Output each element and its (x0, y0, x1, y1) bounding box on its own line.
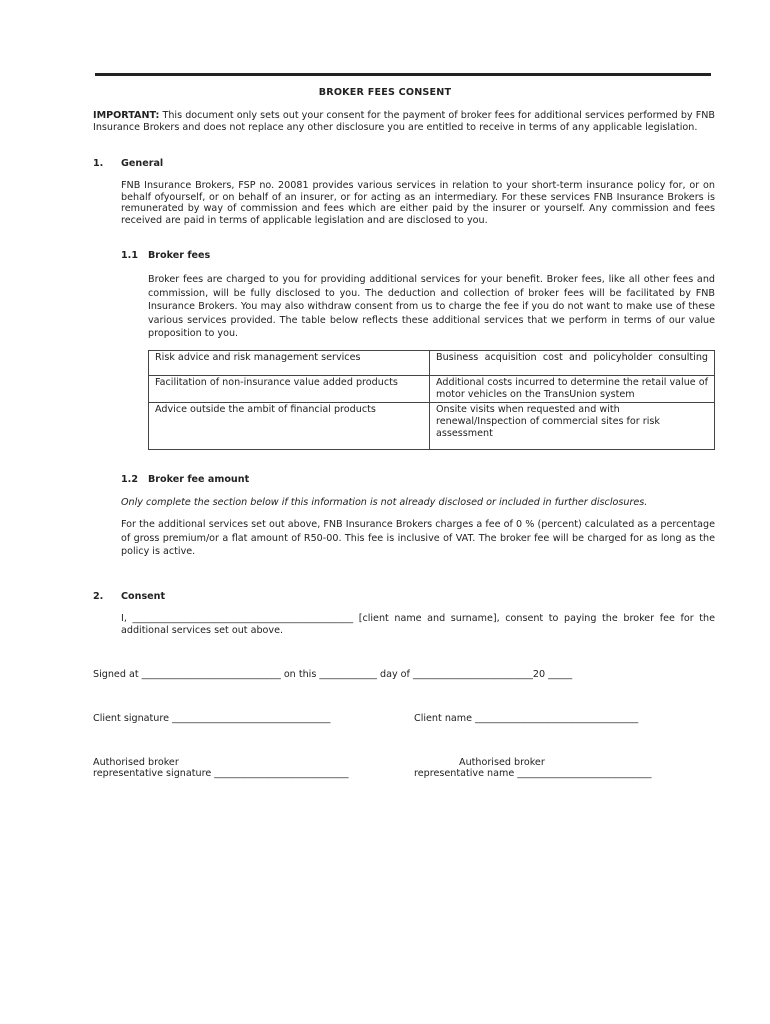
table-cell: Risk advice and risk management services (149, 351, 430, 376)
table-row (149, 376, 715, 403)
client-signature-line[interactable]: Client signature _________________________________ (93, 713, 331, 724)
subsection-1-2-heading: Broker fee amount (148, 474, 250, 485)
table-cell: Business acquisition cost and policyholder consulting (430, 351, 715, 376)
subsection-1-1-heading: Broker fees (148, 250, 211, 261)
table-cell: Facilitation of non-insurance value added products (149, 376, 430, 403)
broker-name-line[interactable]: representative name ____________________________ (414, 768, 652, 779)
signed-at-line[interactable]: Signed at _____________________________ on this ____________ day of _________________________20 _____ (93, 669, 573, 680)
important-notice (93, 110, 715, 133)
subsection-1-2-number: 1.2 (121, 474, 138, 485)
header-rule (95, 73, 711, 76)
section-2-number: 2. (93, 591, 104, 602)
fee-amount-note: Only complete the section below if this information is not already disclosed or included in further disclosures. (121, 497, 648, 508)
table-cell: Additional costs incurred to determine the retail value of motor vehicles on the TransUnion system (430, 376, 715, 403)
broker-signature-label: Authorised broker (93, 757, 179, 768)
document-title: BROKER FEES CONSENT (318, 87, 452, 98)
services-table (148, 350, 715, 450)
table-cell: Advice outside the ambit of financial products (149, 403, 430, 450)
table-row (149, 403, 715, 450)
subsection-1-1-number: 1.1 (121, 250, 138, 261)
fee-amount-paragraph: For the additional services set out above, FNB Insurance Brokers charges a fee of 0 % (percent) calculated as a percentage of gross premium/or a flat amount of R50-00. This fee is inclusive of VAT. The broker fee will be charged for as long as the policy is active. (121, 519, 715, 558)
table-cell: Onsite visits when requested and with renewal/Inspection of commercial sites for risk assessment (430, 403, 715, 450)
section-2-heading: Consent (121, 591, 166, 602)
general-paragraph: FNB Insurance Brokers, FSP no. 20081 provides various services in relation to your short-term insurance policy for, or on behalf ofyourself, or on behalf of an insurer, or for acting as an intermediary. For these services FNB Insurance Brokers is remunerated by way of commission and fees which are either paid by the insurer or yourself. Any commission and fees received are paid in terms of applicable legislation and are disclosed to you. (121, 180, 715, 226)
broker-fees-paragraph: Broker fees are charged to you for providing additional services for your benefit. Broker fees, like all other fees and commission, will be fully disclosed to you. The deduction and collection of broker fees will be facilitated by FNB Insurance Brokers. You may also withdraw consent from us to charge the fee if you do not want to make use of these various services provided. The table below reflects these additional services that we perform in terms of our value proposition to you. (148, 274, 715, 340)
important-text: This document only sets out your consent for the payment of broker fees for additional services performed by FNB Insurance Brokers and does not replace any other disclosure you are entitled to receive in terms of any applicable legislation. (93, 110, 715, 133)
broker-signature-line[interactable]: representative signature ____________________________ (93, 768, 349, 779)
broker-name-label: Authorised broker (459, 757, 545, 768)
section-1-heading: General (121, 158, 164, 169)
section-1-number: 1. (93, 158, 104, 169)
client-name-line[interactable]: Client name __________________________________ (414, 713, 639, 724)
table-row (149, 351, 715, 376)
important-label: IMPORTANT: (93, 110, 160, 121)
consent-text: I, ______________________________________________ [client name and surname], consent to paying the broker fee for the additional services set out above. (121, 613, 715, 636)
